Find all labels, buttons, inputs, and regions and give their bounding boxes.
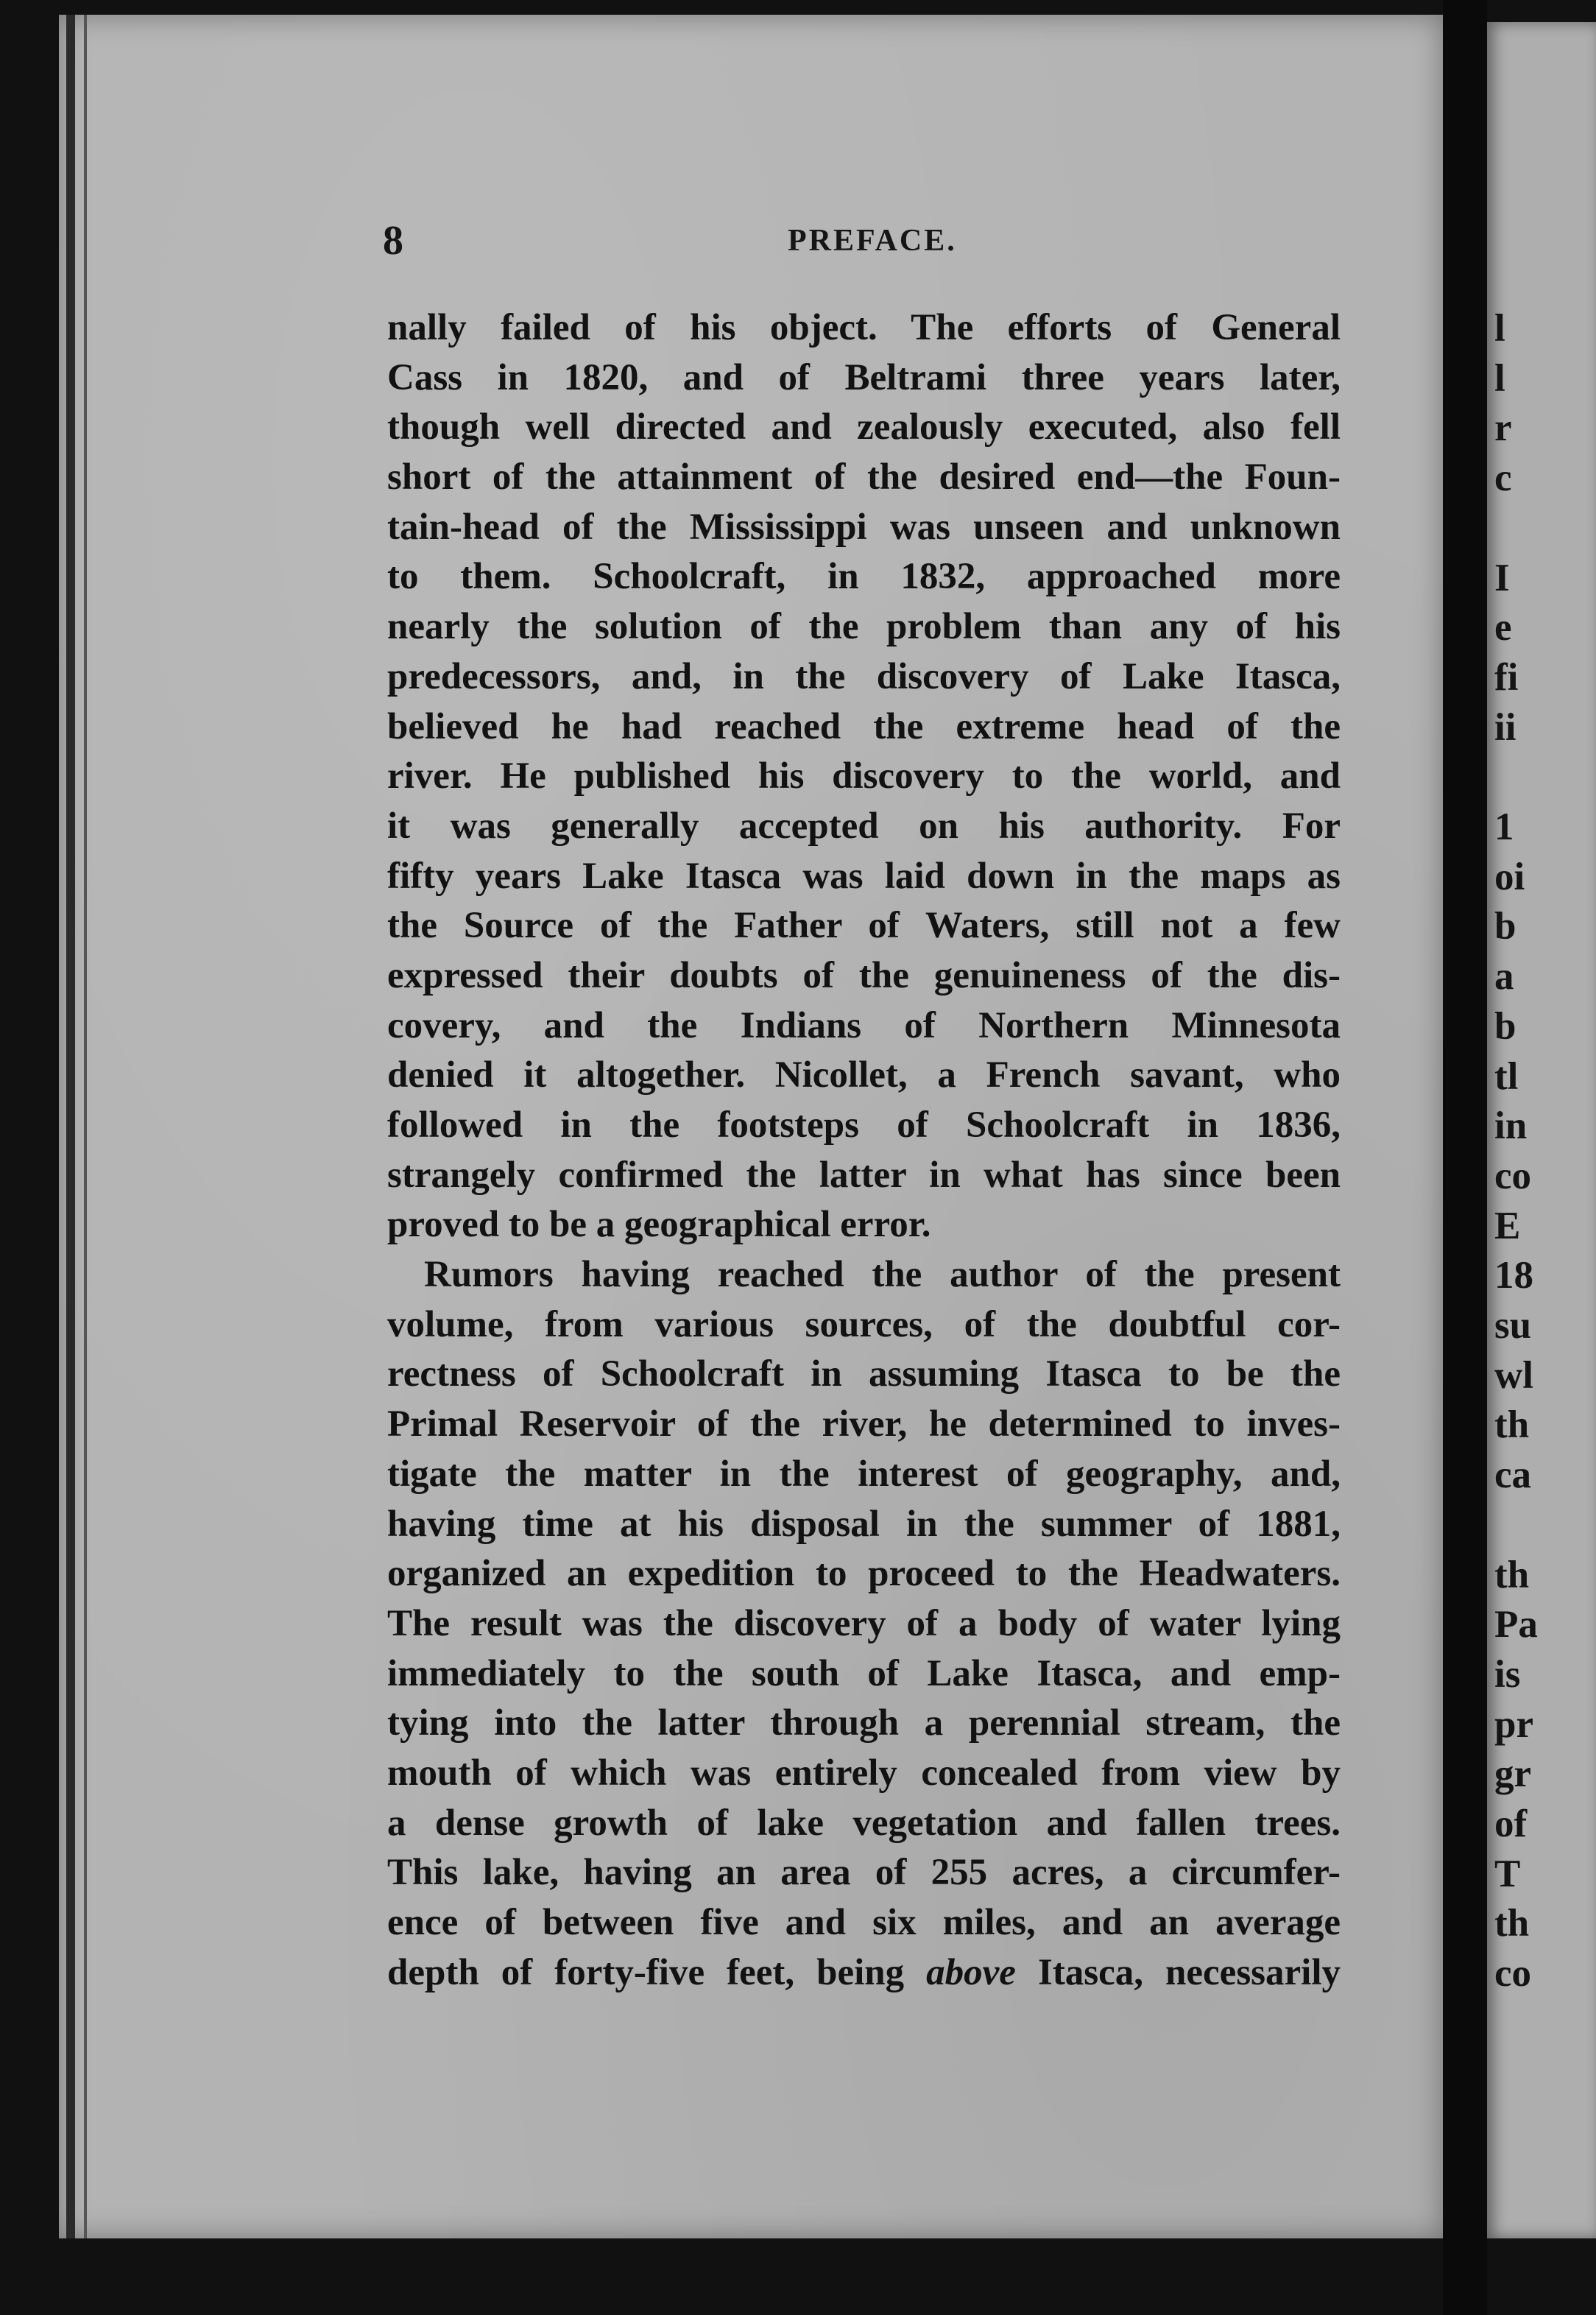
text-line: immediately to the south of Lake Itasca, and emp- [387,1652,1341,1694]
facing-page-fragment: c [1494,457,1512,500]
page-edge-shadow [66,15,75,2238]
text-line: proved to be a geographical error. [387,1204,931,1246]
paragraph-2 [387,1250,1341,1998]
facing-page-fragment: l [1494,356,1505,400]
text-line: a dense growth of lake vegetation and fallen trees. [387,1802,1341,1844]
facing-page-fragment: b [1494,1004,1516,1048]
page-header [383,217,1340,269]
text-line: Primal Reservoir of the river, he determined to inves- [387,1403,1341,1445]
facing-page-fragment: su [1494,1304,1532,1347]
facing-page-fragment: co [1494,1154,1532,1197]
facing-page-edge [1487,22,1596,2238]
facing-page-fragment: in [1494,1104,1528,1148]
facing-page-fragment: co [1494,1952,1532,1995]
text-line: having time at his disposal in the summer of 1881, [387,1503,1341,1545]
text-line: rectness of Schoolcraft in assuming Itasca to be the [387,1353,1341,1395]
facing-page-fragment: ca [1494,1454,1532,1497]
facing-page-fragment: e [1494,606,1512,649]
running-head: PREFACE. [788,224,957,258]
facing-page-fragment: pr [1494,1702,1533,1746]
text-line: tain-head of the Mississippi was unseen and unknown [387,506,1341,548]
text-line: nally failed of his object. The efforts of General [387,307,1341,348]
text-line: organized an expedition to proceed to the Headwaters. [387,1553,1341,1595]
facing-page-fragment: wl [1494,1353,1533,1397]
text-line: fifty years Lake Itasca was laid down in the maps as [387,855,1341,897]
facing-page-fragment: Pa [1494,1603,1538,1646]
paragraph-1 [387,303,1341,1250]
facing-page-fragment: E [1494,1204,1521,1247]
facing-page-fragment: r [1494,406,1512,450]
text-line: Rumors having reached the author of the present [424,1254,1341,1296]
facing-page-fragment: fi [1494,655,1519,699]
text-line: This lake, having an area of 255 acres, a circumfer- [387,1852,1341,1894]
text-line: river. He published his discovery to the world, and [387,755,1341,797]
text-line: though well directed and zealously executed, also fell [387,406,1341,448]
page-edge-line [84,15,87,2238]
facing-page-fragment: 1 [1494,806,1514,848]
text-line: predecessors, and, in the discovery of Lake Itasca, [387,655,1341,697]
page-number: 8 [383,218,403,264]
facing-page-fragment: T [1494,1852,1521,1895]
facing-page-fragment: ii [1494,705,1516,749]
text-line: it was generally accepted on his authority. For [387,805,1341,847]
facing-page-fragment: th [1494,1403,1530,1447]
book-gutter [1443,0,1487,2315]
text-line: denied it altogether. Nicollet, a French savant, who [387,1054,1341,1096]
text-line: nearly the solution of the problem than any of his [387,606,1341,648]
facing-page-fragment: th [1494,1902,1530,1945]
facing-page-fragment: a [1494,955,1514,998]
body-text [387,303,1341,1998]
text-line: tying into the latter through a perennial stream, the [387,1702,1341,1744]
text-line [387,1948,1341,1998]
facing-page-fragment: th [1494,1553,1530,1596]
facing-page-fragment: gr [1494,1752,1532,1796]
text-line: volume, from various sources, of the doubtful cor- [387,1303,1341,1345]
text-line: The result was the discovery of a body of water lying [387,1602,1341,1644]
facing-page-fragment: oi [1494,855,1525,898]
facing-page-fragment: 18 [1494,1254,1533,1297]
text-line: strangely confirmed the latter in what has since been [387,1154,1341,1196]
facing-page-fragment: b [1494,905,1516,948]
italic-word: above [926,1951,1016,1993]
facing-page-fragment: tl [1494,1054,1519,1098]
text-segment: Itasca, necessarily [1015,1951,1341,1993]
facing-page-fragment: of [1494,1803,1528,1845]
text-line: mouth of which was entirely concealed from view by [387,1752,1341,1794]
text-line: believed he had reached the extreme head of the [387,705,1341,747]
text-segment: depth of forty-five feet, being [387,1951,927,1993]
text-line: short of the attainment of the desired end—the Foun- [387,457,1341,498]
text-line: expressed their doubts of the genuineness of the dis- [387,954,1341,996]
text-line: ence of between five and six miles, and an average [387,1902,1341,1943]
text-line: covery, and the Indians of Northern Minnesota [387,1004,1341,1046]
text-line: tigate the matter in the interest of geography, and, [387,1453,1341,1495]
text-line: followed in the footsteps of Schoolcraft in 1836, [387,1104,1341,1146]
facing-page-fragment: is [1494,1652,1521,1696]
facing-page-fragment: I [1494,556,1510,599]
text-line: to them. Schoolcraft, in 1832, approached more [387,556,1341,598]
text-line: Cass in 1820, and of Beltrami three years later, [387,356,1341,398]
facing-page-fragment: l [1494,307,1505,350]
text-line: the Source of the Father of Waters, still not a few [387,905,1341,947]
